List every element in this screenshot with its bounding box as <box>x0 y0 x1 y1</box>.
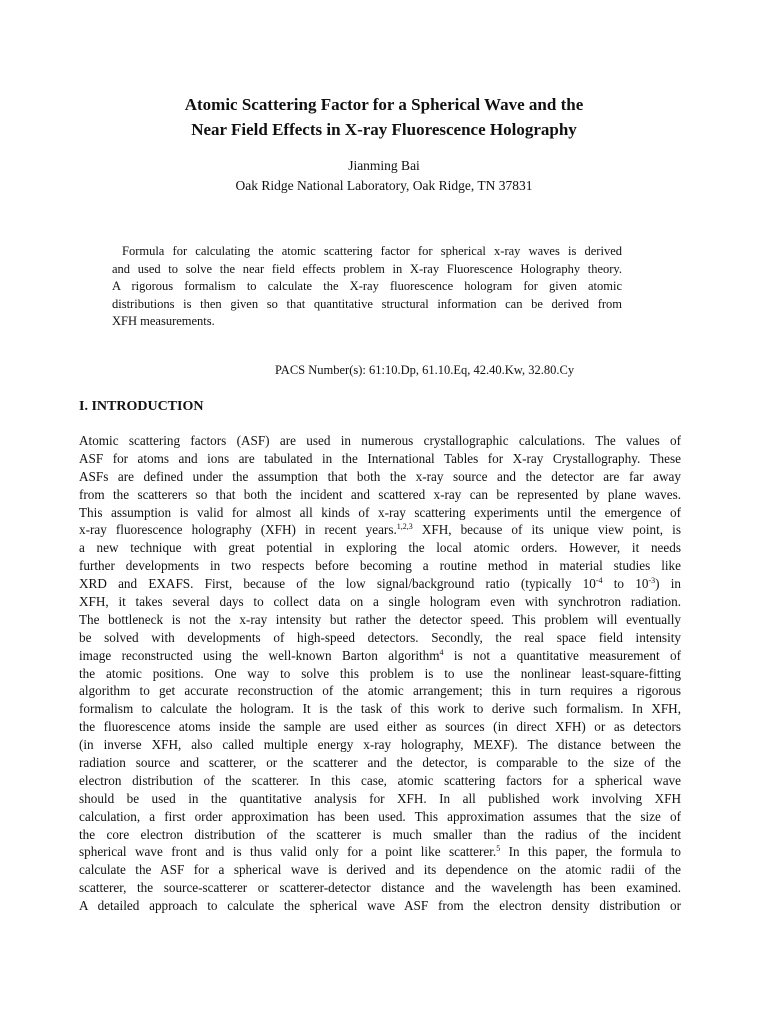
title-line: Near Field Effects in X-ray Fluorescence Holography <box>191 120 577 139</box>
body-line: formalism to calculate the hologram. It is the task of this work to derive such formalism. In XFH, <box>79 701 681 717</box>
body-line: calculation, a first order approximation has been used. This approximation assumes that the size of <box>79 808 681 824</box>
body-line <box>79 521 681 539</box>
body-line: the atomic positions. One way to solve this problem is to use the nonlinear least-square-fitting <box>79 665 681 681</box>
abstract-line: distributions is then given so that quantitative structural information can be derived from <box>112 296 622 311</box>
citation-superscript: 5 <box>496 844 501 854</box>
abstract-line: XFH measurements. <box>112 314 215 329</box>
body-line: radiation source and scatterer, or the scatterer and the detector, is comparable to the size of the <box>79 755 681 771</box>
author-block <box>60 156 708 196</box>
body-text-run: x-ray fluorescence holography (XFH) in recent years. <box>79 522 397 538</box>
body-line: scatterer, the source-scatterer or scatterer-detector distance and the wavelength has been examined. <box>79 880 681 896</box>
body-text-run: In this paper, the formula to <box>500 844 681 860</box>
abstract-line: and used to solve the near field effects problem in X-ray Fluorescence Holography theory. <box>112 261 622 276</box>
body-text <box>79 432 681 915</box>
body-line: Atomic scattering factors (ASF) are used in numerous crystallographic calculations. The values of <box>79 433 681 448</box>
body-line <box>79 575 681 593</box>
body-line: ASF for atoms and ions are tabulated in the International Tables for X-ray Crystallography. These <box>79 450 681 466</box>
body-text-run: image reconstructed using the well-known Barton algorithm <box>79 647 440 663</box>
body-line <box>79 647 681 665</box>
citation-superscript: 4 <box>439 647 444 657</box>
body-line: algorithm to get accurate reconstruction of the atomic arrangement; this in turn requires a rigorous <box>79 683 681 699</box>
pacs-numbers: PACS Number(s): 61:10.Dp, 61.10.Eq, 42.40.Kw, 32.80.Cy <box>275 363 575 377</box>
body-text-run: to 10 <box>602 576 649 592</box>
abstract <box>112 243 622 331</box>
body-line: further developments in two respects before becoming a routine method in material studies like <box>79 558 681 574</box>
title-line: Atomic Scattering Factor for a Spherical Wave and the <box>184 95 584 114</box>
citation-superscript: 1,2,3 <box>396 522 413 532</box>
body-line: A detailed approach to calculate the spherical wave ASF from the electron density distribution or <box>79 898 681 914</box>
body-line: the fluorescence atoms inside the sample are used either as sources (in direct XFH) or as detectors <box>79 719 681 735</box>
body-line: This assumption is valid for almost all kinds of x-ray scattering experiments until the emergence of <box>79 504 681 520</box>
abstract-line: A rigorous formalism to calculate the X-ray fluorescence hologram for given atomic <box>112 279 622 294</box>
body-line: (in inverse XFH, also called multiple energy x-ray holography, MEXF). The distance between the <box>79 737 681 753</box>
abstract-line: Formula for calculating the atomic scattering factor for spherical x-ray waves is derived <box>122 244 622 258</box>
body-text-run: XFH, because of its unique view point, is <box>412 522 681 538</box>
body-line: be solved with developments of high-speed detectors. Secondly, the real space field intensity <box>79 629 681 645</box>
body-line: electron distribution of the scatterer. In this case, atomic scattering factors for a spherical wave <box>79 772 681 788</box>
body-text-run: ) in <box>655 576 681 592</box>
body-line: the core electron distribution of the scatterer is much smaller than the radius of the incident <box>79 826 681 842</box>
body-line: a new technique with great potential in exploring the local atomic orders. However, it needs <box>79 540 681 556</box>
author-affiliation: Oak Ridge National Laboratory, Oak Ridge, TN 37831 <box>235 178 533 193</box>
paper-title <box>60 92 708 142</box>
body-line: ASFs are defined under the assumption that both the x-ray source and the detector are far away <box>79 468 681 484</box>
author-name: Jianming Bai <box>348 158 420 173</box>
body-line: from the scatterers so that both the incident and scattered x-ray can be represented by plane waves. <box>79 486 681 502</box>
exponent-superscript: -3 <box>648 576 656 586</box>
section-heading: I. INTRODUCTION <box>79 399 204 414</box>
body-line: The bottleneck is not the x-ray intensity but rather the detector speed. This problem will eventually <box>79 611 681 627</box>
body-text-run: is not a quantitative measurement of <box>443 647 681 663</box>
exponent-superscript: -4 <box>595 576 603 586</box>
body-line <box>79 843 681 861</box>
body-line: XFH, it takes several days to collect data on a single hologram even with synchrotron radiation. <box>79 594 681 610</box>
body-text-run: spherical wave front and is thus valid only for a point like scatterer. <box>79 844 497 860</box>
body-line: should be used in the quantitative analysis for XFH. In all published work involving XFH <box>79 790 681 806</box>
body-line: calculate the ASF for a spherical wave is derived and its dependence on the atomic radii of the <box>79 862 681 878</box>
body-text-run: XRD and EXAFS. First, because of the low signal/background ratio (typically 10 <box>79 576 596 592</box>
